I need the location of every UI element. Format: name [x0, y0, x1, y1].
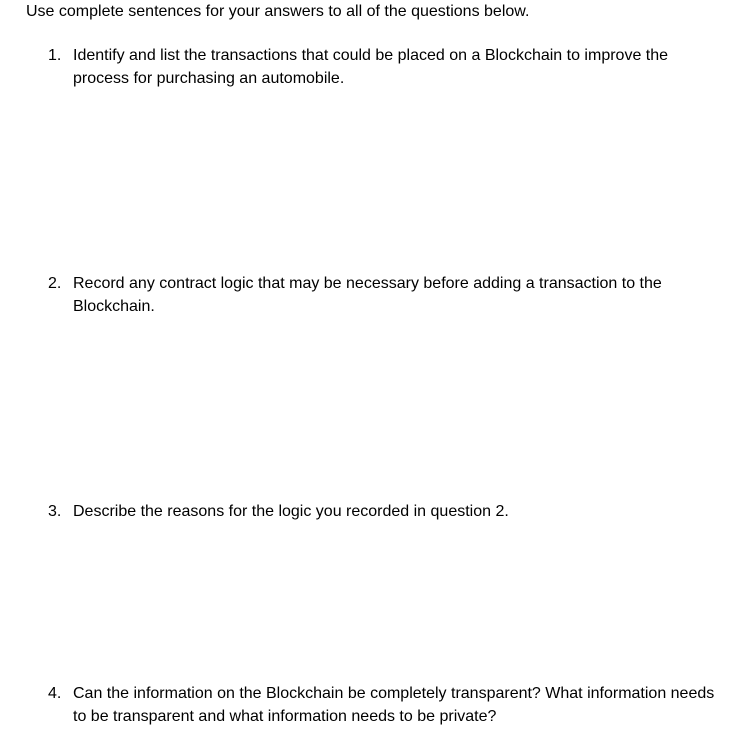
- question-text: Record any contract logic that may be necessary before adding a transaction to the Blockchain.: [73, 275, 662, 315]
- question-text: Can the information on the Blockchain be completely transparent? What information needs to be transparent and what information needs to be private?: [73, 685, 715, 725]
- question-item: [48, 272, 728, 318]
- question-item: [48, 44, 728, 90]
- question-number: 3.: [48, 503, 62, 520]
- question-item: [48, 682, 728, 728]
- question-item: [48, 500, 728, 523]
- instructions-text: Use complete sentences for your answers to all of the questions below.: [26, 3, 530, 20]
- question-number: 4.: [48, 685, 62, 702]
- question-text: Describe the reasons for the logic you recorded in question 2.: [73, 503, 509, 520]
- question-number: 2.: [48, 275, 62, 292]
- question-number: 1.: [48, 47, 62, 64]
- question-text: Identify and list the transactions that could be placed on a Blockchain to improve the process for purchasing an automobile.: [73, 47, 669, 87]
